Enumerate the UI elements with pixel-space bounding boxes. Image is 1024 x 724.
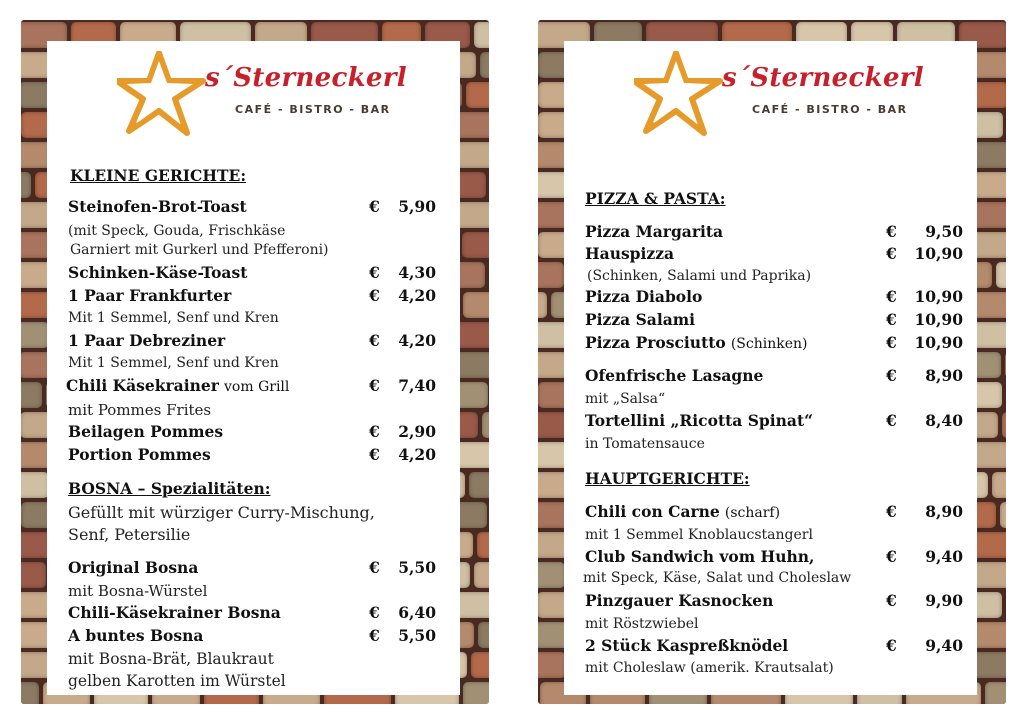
menu-item: Chili Käsekrainer vom Grill <box>66 376 290 395</box>
menu-item: 1 Paar Debreziner <box>68 331 226 350</box>
brick <box>1002 412 1006 438</box>
logo-name: s´Sterneckerl <box>722 63 924 93</box>
logo-subtitle: CAFÉ - BISTRO - BAR <box>235 103 391 116</box>
heading-pizza-pasta: PIZZA & PASTA: <box>585 189 726 208</box>
logo-name: s´Sterneckerl <box>205 63 407 93</box>
star-logo-icon <box>117 51 207 137</box>
item-description: in Tomatensauce <box>585 436 705 452</box>
item-description: mit Pommes Frites <box>68 401 212 419</box>
item-description: mit Speck, Käse, Salat und Choleslaw <box>583 570 852 586</box>
menu-item: Beilagen Pommes <box>68 422 224 441</box>
menu-item: Tortellini „Ricotta Spinat“ <box>585 411 814 430</box>
brick <box>538 652 566 678</box>
item-description: gelben Karotten im Würstel <box>68 672 286 690</box>
menu-item: 2 Stück Kaspreßknödel <box>585 636 789 655</box>
brick <box>1000 502 1006 528</box>
item-description: Mit 1 Semmel, Senf und Kren <box>68 355 279 371</box>
brick <box>973 172 1006 198</box>
brick <box>538 562 565 588</box>
brick <box>471 652 489 678</box>
item-description: mit Bosna-Brät, Blaukraut <box>68 650 274 668</box>
brick <box>985 682 1006 704</box>
item-description: mit „Salsa“ <box>585 391 666 407</box>
brick <box>538 292 547 318</box>
brick <box>474 22 489 48</box>
brick <box>996 262 1006 288</box>
menu-page-right <box>538 20 1006 704</box>
item-description: Garniert mit Gurkerl und Pfefferoni) <box>70 242 329 258</box>
menu-item: Chili con Carne (scharf) <box>585 502 781 521</box>
brick <box>1005 352 1006 378</box>
brick <box>21 172 31 198</box>
item-description: mit Röstzwiebel <box>585 616 699 632</box>
menu-item: Club Sandwich vom Huhn, <box>585 547 815 566</box>
brick <box>478 622 489 648</box>
logo <box>634 51 924 141</box>
brick <box>992 472 1006 498</box>
brick <box>538 262 564 288</box>
menu-item: Pinzgauer Kasnocken <box>585 591 774 610</box>
menu-item: Pizza Salami <box>585 310 696 329</box>
section-intro: Senf, Petersilie <box>68 525 191 544</box>
brick <box>466 82 489 108</box>
section-intro: Gefüllt mit würziger Curry-Mischung, <box>68 503 375 522</box>
item-description: (mit Speck, Gouda, Frischkäse <box>68 223 286 239</box>
brick <box>474 562 489 588</box>
heading-bosna: BOSNA – Spezialitäten: <box>68 479 271 498</box>
menu-sheet-right: s´Sterneckerl CAFÉ - BISTRO - BAR PIZZA & PASTA: Pizza Margarita € 9,50 Hauspizza € 10,90 (Schinken, Salami und Paprika) Pizza Diabolo € 10,90 Pizza Salami € 10,90 Pizza Prosciutto (Schinken) € 10,90 Ofenfrische Lasagne € 8,90 mit „Salsa“ Tortellini „Ricotta Spinat“ € 8,40 in Tomatensauce HAUPTGERICHTE: Chili con Carne (scharf) € 8,90 mit 1 Semmel Knoblaucstangerl Club Sandwich vom Huhn, € 9,40 mit Speck, Käse, Salat und Choleslaw Pinzgauer Kasnocken € 9,90 mit Röstzwiebel 2 Stück Kaspreßknödel € 9,40 mit Choleslaw (amerik. Krautsalat) <box>564 41 977 695</box>
brick <box>482 412 489 438</box>
brick <box>463 292 489 318</box>
menu-item: Pizza Diabolo <box>585 287 703 306</box>
menu-item: Pizza Margarita <box>585 222 724 241</box>
menu-page-left <box>21 20 489 704</box>
menu-item: Schinken-Käse-Toast <box>68 263 248 282</box>
brick <box>21 322 49 348</box>
star-logo-icon <box>634 51 724 137</box>
menu-item: 1 Paar Frankfurter <box>68 286 232 305</box>
brick <box>477 532 489 558</box>
brick <box>21 382 42 408</box>
brick <box>21 562 46 588</box>
logo <box>117 51 407 141</box>
menu-item: Original Bosna <box>68 558 199 577</box>
item-description: Mit 1 Semmel, Senf und Kren <box>68 310 279 326</box>
menu-sheet-left: s´Sterneckerl CAFÉ - BISTRO - BAR KLEINE GERICHTE: Steinofen-Brot-Toast € 5,90 (mit Speck, Gouda, Frischkäse Garniert mit Gurkerl und Pfefferoni) Schinken-Käse-Toast € 4,30 1 Paar Frankfurter € 4,20 Mit 1 Semmel, Senf und Kren 1 Paar Debreziner € 4,20 Mit 1 Semmel, Senf und Kren Chili Käsekrainer vom Grill € 7,40 mit Pommes Frites Beilagen Pommes € 2,90 Portion Pommes € 4,20 BOSNA – Spezialitäten: Gefüllt mit würziger Curry-Mischung, Senf, Petersilie Original Bosna € 5,50 mit Bosna-Würstel Chili-Käsekrainer Bosna € 6,40 A buntes Bosna € 5,50 mit Bosna-Brät, Blaukraut gelben Karotten im Würstel <box>47 41 460 695</box>
menu-item: Ofenfrische Lasagne <box>585 366 764 385</box>
menu-item: Hauspizza <box>585 244 675 263</box>
menu-item: Chili-Käsekrainer Bosna <box>68 603 281 622</box>
brick <box>462 232 489 258</box>
logo-subtitle: CAFÉ - BISTRO - BAR <box>752 103 908 116</box>
brick <box>463 682 489 704</box>
item-description: (Schinken, Salami und Paprika) <box>587 268 812 284</box>
brick <box>469 472 489 498</box>
menu-item: A buntes Bosna <box>68 626 204 645</box>
item-description: mit Bosna-Würstel <box>68 582 208 600</box>
item-description: mit Choleslaw (amerik. Krautsalat) <box>585 660 834 676</box>
menu-item: Steinofen-Brot-Toast <box>68 197 247 216</box>
brick <box>480 52 489 78</box>
menu-item: Pizza Prosciutto (Schinken) <box>585 333 808 352</box>
heading-kleine-gerichte: KLEINE GERICHTE: <box>70 166 247 185</box>
heading-hauptgerichte: HAUPTGERICHTE: <box>585 469 750 488</box>
brick <box>21 472 49 498</box>
menu-item: Portion Pommes <box>68 445 211 464</box>
brick <box>21 682 39 704</box>
item-description: mit 1 Semmel Knoblaucstangerl <box>585 527 813 543</box>
